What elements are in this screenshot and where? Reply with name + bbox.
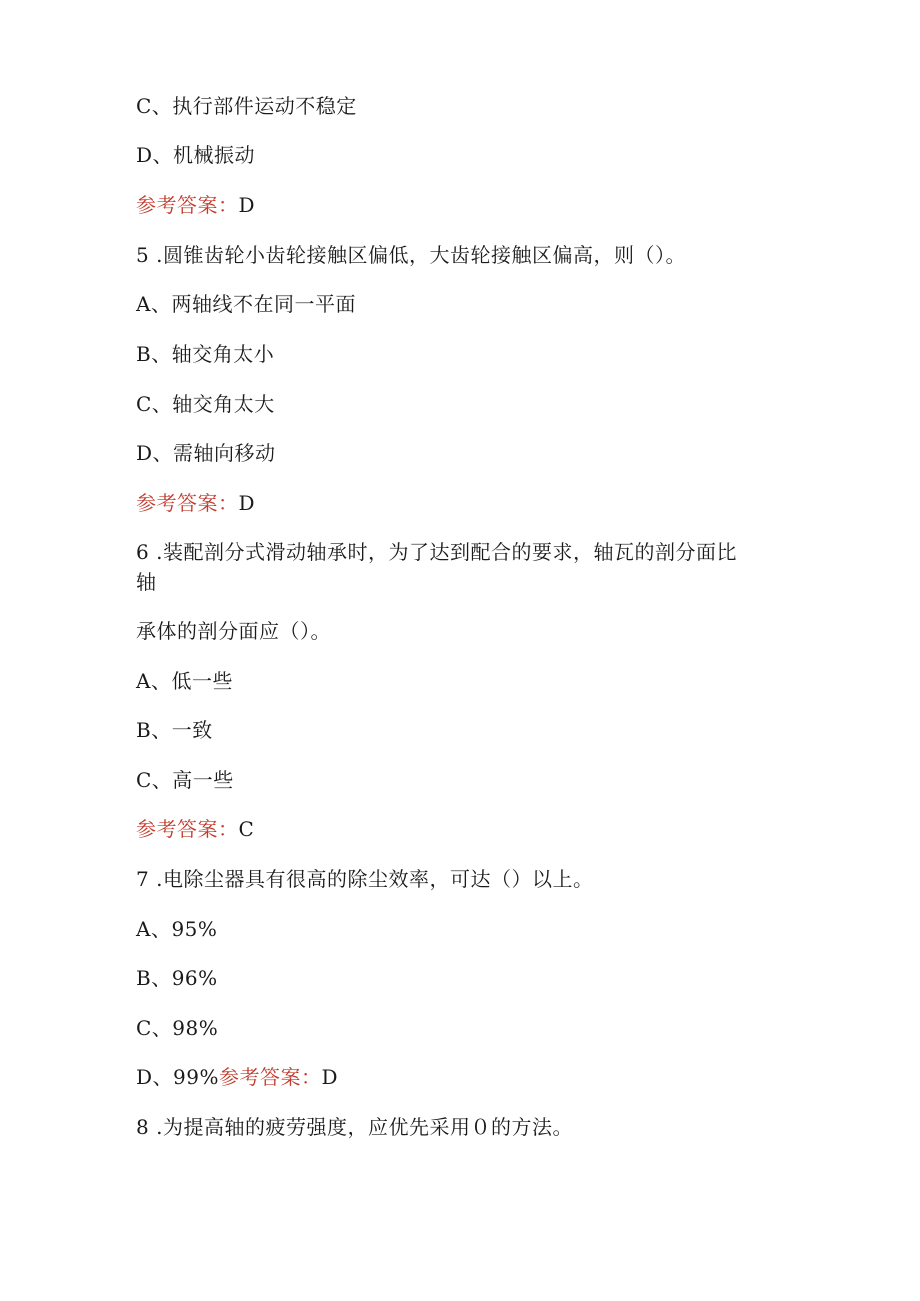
- answer-label: 参考答案：: [136, 491, 239, 515]
- q4-answer: [136, 191, 255, 219]
- q4-option-c: C、执行部件运动不稳定: [136, 94, 357, 118]
- q6-stem-line2: 轴: [136, 570, 157, 594]
- q7-option-b: B、96%: [136, 966, 218, 990]
- q7-stem: 7 .电除尘器具有很高的除尘效率，可达（）以上。: [136, 867, 594, 891]
- answer-value: D: [321, 1065, 339, 1089]
- q6-option-a: A、低一些: [136, 669, 233, 693]
- q4-option-d: D、机械振动: [136, 143, 256, 167]
- q5-option-d: D、需轴向移动: [136, 441, 276, 465]
- q5-option-c: C、轴交角太大: [136, 392, 275, 416]
- q5-option-a: A、两轴线不在同一平面: [136, 292, 356, 316]
- q6-answer: [136, 815, 254, 843]
- answer-value: D: [238, 491, 256, 515]
- answer-value: D: [238, 193, 256, 217]
- q8-stem: 8 .为提高轴的疲劳强度，应优先采用０的方法。: [136, 1115, 573, 1139]
- q5-answer: [136, 489, 255, 517]
- q7-option-a: A、95%: [136, 917, 218, 941]
- q5-option-b: B、轴交角太小: [136, 342, 275, 366]
- q7-option-c: C、98%: [136, 1016, 219, 1040]
- q5-stem: 5 .圆锥齿轮小齿轮接触区偏低，大齿轮接触区偏高，则（）。: [136, 243, 686, 267]
- answer-value: C: [238, 817, 255, 841]
- q6-option-b: B、一致: [136, 718, 213, 742]
- q6-stem-line1: 6 .装配剖分式滑动轴承时，为了达到配合的要求，轴瓦的剖分面比: [136, 540, 737, 564]
- q6-stem-line3: 承体的剖分面应（）。: [136, 619, 331, 643]
- answer-label: 参考答案：: [219, 1065, 322, 1089]
- answer-label: 参考答案：: [136, 193, 239, 217]
- answer-label: 参考答案：: [136, 817, 239, 841]
- q6-option-c: C、高一些: [136, 768, 234, 792]
- q7-option-d: D、99%: [136, 1065, 219, 1089]
- q7-option-d-and-answer: [136, 1063, 338, 1091]
